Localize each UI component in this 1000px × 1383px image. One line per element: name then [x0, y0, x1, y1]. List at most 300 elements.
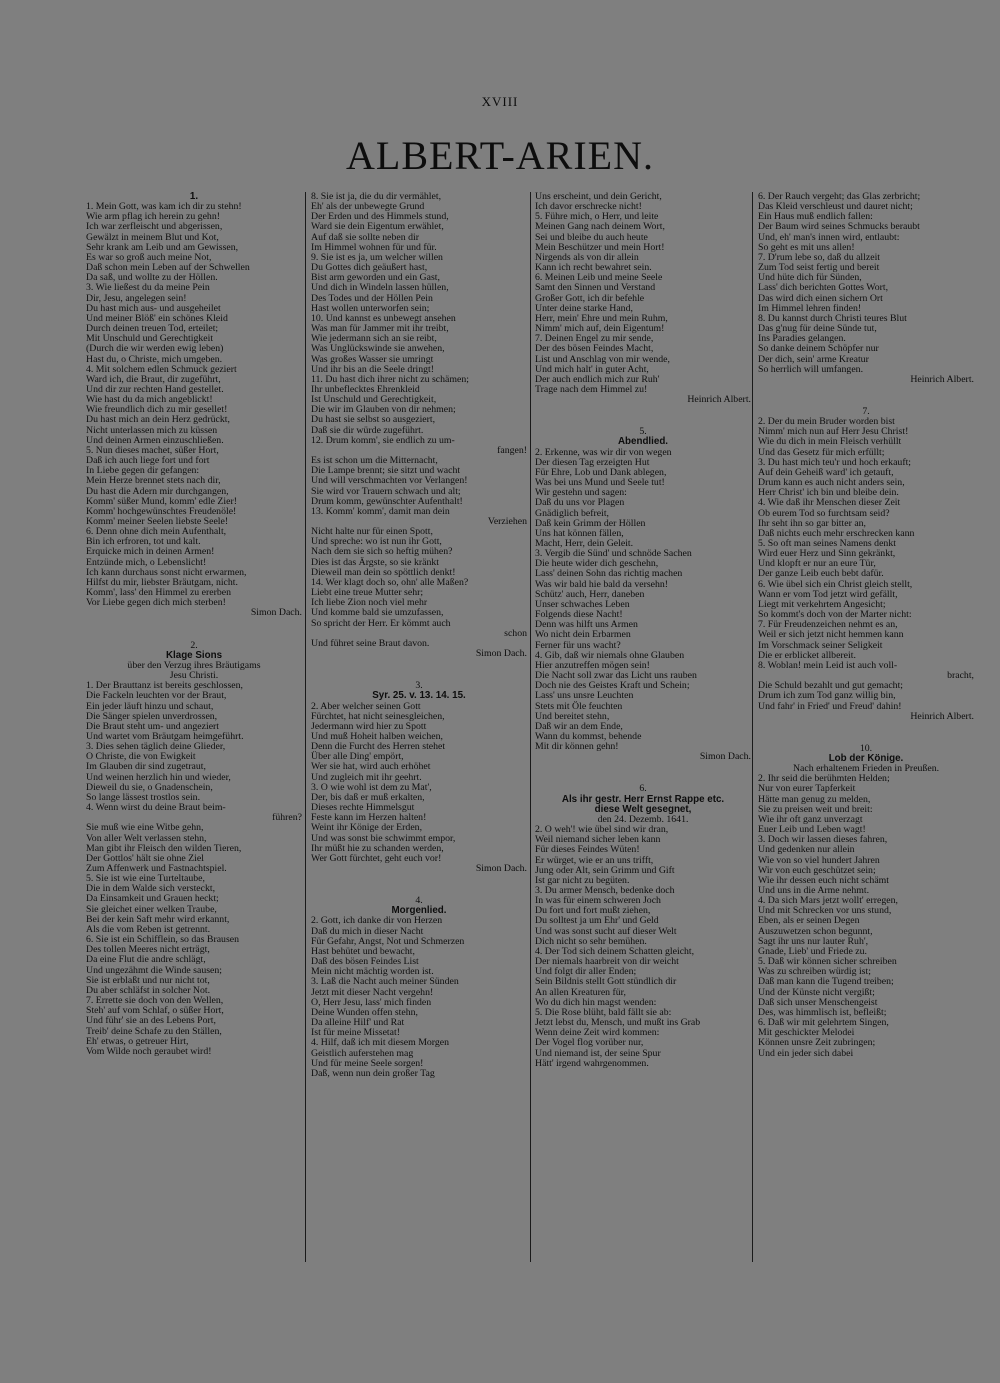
text-line: Heinrich Albert. [910, 373, 974, 385]
text-line: 2. Der du mein Bruder worden bist [758, 416, 895, 428]
text-line: 4. Mit solchem edlen Schmuck geziert [86, 363, 237, 375]
text-line: Das wird dich einen sichern Ort [758, 292, 883, 304]
text-line: führen? [272, 812, 302, 824]
text-line: Nur von eurer Tapferkeit [758, 783, 856, 795]
text-line: So danke deinem Schöpfer nur [758, 343, 879, 355]
text-line: Auf dein Geheiß ward' ich getauft, [758, 466, 894, 478]
text-line: Euer Leib und Leben wagt! [758, 824, 866, 836]
text-line: Daß sie dir würde zugeführt. [311, 424, 424, 436]
text-line: Komm' süßer Mund, komm' edle Zier! [86, 495, 238, 507]
text-line: Zum Affenwerk und Fastnachtspiel. [86, 863, 227, 874]
text-line: Doch nie des Geistes Kraft und Schein; [535, 680, 690, 692]
text-line: Weint ihr Könige der Erden, [311, 822, 423, 834]
text-line: Folgends diese Nacht! [535, 609, 623, 621]
text-line: Du fort und fort mußt ziehen, [535, 905, 651, 917]
text-line: Klage Sions [165, 649, 223, 661]
text-line: Wie du dich in mein Fleisch verhüllt [758, 436, 902, 448]
text-line: 4. Wie daß ihr Menschen dieser Zeit [758, 497, 901, 509]
text-line: diese Welt gesegnet, [594, 803, 692, 815]
text-line: So kommt's doch von der Marter nicht: [758, 609, 912, 621]
text-line: Können unsre Zeit zubringen; [758, 1037, 876, 1049]
text-line: Ferner für uns wacht? [535, 639, 621, 651]
text-line: Ward ich, die Braut, dir zugeführt, [86, 373, 221, 385]
text-line: Hätt' irgend wahrgenommen. [535, 1057, 649, 1069]
text-line: Es ist schon um die Mitternacht, [311, 455, 438, 467]
text-line: Die heute wider dich geschehn, [535, 558, 659, 570]
text-line: Der dich, sein' arme Kreatur [758, 353, 869, 365]
section-gap [535, 405, 751, 427]
text-line: Und folgt dir aller Enden; [535, 966, 637, 978]
text-line: 5. [639, 426, 647, 438]
text-line: Sie zu preisen weit und breit: [758, 803, 873, 815]
text-line: So lange lässest trostlos sein. [86, 791, 201, 803]
text-line: Und niemand ist, der seine Spur [535, 1047, 661, 1059]
text-line: 2. [190, 639, 198, 651]
text-line: 7. Deinen Engel zu mir sende, [535, 333, 654, 345]
text-line: Bin ich erfroren, tot und kalt. [86, 536, 201, 548]
text-line: Herr, mein' Ehre und mein Ruhm, [535, 312, 668, 324]
text-line: Denn was hilft uns Armen [535, 619, 638, 631]
text-line: Sie gleichet einer welken Traube, [86, 903, 217, 915]
text-line: Bist arm geworden und ein Gast, [311, 272, 440, 284]
section-gap [758, 385, 974, 407]
text-line: Großer Gott, ich dir befehle [535, 292, 645, 304]
text-line: 3. Laß die Nacht auch meiner Sünden [311, 976, 459, 988]
text-line: Komm' meiner Seelen liebste Seele! [86, 516, 229, 527]
text-line: 7. Für Freudenzeichen nehmt es an, [758, 619, 898, 631]
text-line: Dieweil man dein so spöttlich denkt! [311, 566, 456, 578]
text-line: Und mich halt' in guter Acht, [535, 363, 649, 375]
text-line: (Durch die wir werden ewig leben) [86, 343, 224, 355]
text-line: Unser schwaches Leben [535, 598, 630, 610]
text-line: Im Glauben dir sind zugetraut, [86, 761, 206, 773]
text-line: 7. D'rum lebe so, daß du allzeit [758, 251, 881, 263]
text-line: Wie hast du da mich angeblickt! [86, 394, 213, 406]
text-line: Wann er vom Tod jetzt wird gefällt, [758, 588, 898, 600]
text-line: Und bereitet stehn, [535, 710, 610, 722]
text-line: Daß des bösen Feindes List [311, 956, 419, 968]
text-line: Sie muß wie eine Witbe gehn, [86, 822, 204, 834]
text-line: Uns hat können fällen, [535, 527, 624, 539]
text-line: Daß kein Grimm der Höllen [535, 517, 646, 529]
text-line: Daß schon mein Leben auf der Schwellen [86, 262, 250, 274]
text-line: Die Braut steht um- und angeziert [86, 720, 220, 732]
text-line: Mein Beschützer und mein Hort! [535, 241, 665, 253]
text-line: Gewälzt in meinem Blut und Kot, [86, 231, 219, 243]
text-line: Ins Paradies gelangen. [758, 333, 846, 345]
text-line: Da Einsamkeit und Grauen heckt; [86, 893, 219, 905]
text-line: 4. Wenn wirst du deine Braut beim- [86, 802, 226, 814]
text-line: 6. Daß wir mit gelehrtem Singen, [758, 1017, 889, 1029]
text-line: Was zu schreiben würdig ist; [758, 966, 871, 978]
text-line: Ich davor erschrecke nicht! [535, 201, 642, 213]
text-line: Ihr seht ihn so gar bitter an, [758, 517, 867, 529]
text-line: 2. Erkenne, was wir dir von wegen [535, 446, 672, 458]
text-line: Komm' hochgewünschtes Freudenöle! [86, 505, 237, 517]
text-line: 13. Komm' komm', damit man dein [311, 505, 450, 517]
text-line: 11. Du hast dich ihrer nicht zu schämen; [311, 373, 469, 385]
column-divider [530, 192, 531, 1262]
text-line: Des tollen Meeres nicht erträgt, [86, 944, 210, 956]
text-line: Eh' etwas, o getreuer Hirt, [86, 1035, 189, 1047]
text-line: Jetzt lebst du, Mensch, und mußt ins Grab [535, 1017, 701, 1029]
text-line: 4. Hilf, daß ich mit diesem Morgen [311, 1037, 450, 1049]
text-line: 3. Doch wir lassen dieses fahren, [758, 834, 888, 846]
text-line: Hilfst du mir, liebster Bräutgam, nicht. [86, 576, 238, 588]
text-line: Ihr müßt hie zu schanden werden, [311, 842, 444, 854]
text-line: Ein Haus muß endlich fallen: [758, 211, 873, 223]
text-line: List und Anschlag von mir wende, [535, 353, 670, 365]
text-line: 6. Sie ist ein Schifflein, so das Brausen [86, 934, 240, 946]
text-line: Für Gefahr, Angst, Not und Schmerzen [311, 935, 465, 947]
text-line: O Christe, die von Ewigkeit [86, 751, 196, 763]
text-line: Denn die Furcht des Herren stehet [311, 741, 446, 753]
section-gap [311, 874, 527, 896]
text-line: Der diesen Tag erzeigten Hut [535, 456, 650, 468]
text-line: 10. [859, 742, 873, 754]
text-line: Morgenlied. [391, 905, 447, 917]
text-line: Was Unglückswinde sie anwehen, [311, 343, 445, 355]
text-line: Daß sich unser Menschengeist [758, 996, 878, 1008]
text-line: den 24. Dezemb. 1641. [597, 813, 689, 825]
text-line: 8. Sie ist ja, die du dir vermählet, [311, 192, 442, 202]
text-line: Des Todes und der Höllen Pein [311, 292, 433, 304]
text-line: 14. Wer klagt doch so, ohn' alle Maßen? [311, 576, 469, 588]
text-line: Mit Unschuld und Gerechtigkeit [86, 333, 214, 345]
text-line: So spricht der Herr. Er kömmt auch [311, 617, 451, 629]
text-line: 5. Die Rose blüht, bald fällt sie ab: [535, 1006, 672, 1018]
text-line: Und führet seine Braut davon. [311, 637, 430, 649]
text-line: 5. Daß wir können sicher schreiben [758, 956, 897, 968]
text-line: Und was sonst sucht auf dieser Welt [535, 925, 677, 937]
text-line: Jedermann wird hier zu Spott [311, 720, 427, 732]
text-line: Und will verschmachten vor Verlangen! [311, 475, 468, 487]
text-line: Dieweil du sie, o Gnadenschein, [86, 781, 213, 793]
text-line: Da eine Flut die andre schlägt, [86, 954, 206, 966]
text-line: Stets mit Öle feuchten [535, 700, 623, 712]
text-line: So herrlich will umfangen. [758, 363, 864, 375]
text-line: Die er erblicket allbereit. [758, 649, 856, 661]
text-line: Was man für Jammer mit ihr treibt, [311, 323, 449, 335]
text-line: Was wir bald hie bald da versehn! [535, 578, 669, 590]
text-line: Der Gottlos' hält sie ohne Ziel [86, 852, 204, 864]
text-line: Simon Dach. [475, 648, 527, 660]
text-line: Lass' deinen Sohn das richtig machen [535, 568, 683, 580]
text-line: Simon Dach. [699, 751, 751, 763]
text-line: Uns erscheint, und dein Gericht, [535, 192, 662, 202]
text-line: Fürchtet, hat nicht seinesgleichen, [311, 710, 445, 722]
text-line: Jung oder Alt, sein Grimm und Gift [535, 864, 675, 876]
text-line: Die Fackeln leuchten vor der Braut, [86, 690, 227, 702]
text-line: Und spreche: wo ist nun ihr Gott, [311, 536, 442, 548]
text-line: Als ihr gestr. Herr Ernst Rappe etc. [561, 793, 725, 805]
text-line: Hast wollen unterworfen sein; [311, 302, 430, 314]
text-line: Der Baum wird seines Schmucks beraubt [758, 221, 920, 233]
text-line: Wer sie hat, wird auch erhöhet [311, 761, 431, 773]
text-line: Du hast mich aus- und ausgeheilet [86, 302, 221, 314]
text-line: Dich nicht so sehr bemühen. [535, 935, 647, 947]
text-line: Macht, Herr, dein Geleit. [535, 538, 634, 549]
text-line: Vor Liebe gegen dich mich sterben! [86, 597, 226, 609]
text-line: Was großes Wasser sie umringt [311, 353, 434, 365]
text-line: Und dich in Windeln lassen hüllen, [311, 282, 449, 294]
text-line: Du Gottes dich geäußert hast, [311, 262, 428, 274]
text-line: 6. Denn ohne dich mein Aufenthalt, [86, 526, 227, 538]
text-line: Du hast sie selbst so ausgeziert, [311, 414, 436, 426]
text-line: 4. Da sich Mars jetzt wollt' erregen, [758, 895, 898, 907]
column-divider [305, 192, 306, 1262]
text-line: Sei und bleibe du auch heute [535, 231, 648, 243]
text-line: fangen! [497, 444, 527, 456]
text-line: Der, bis daß er muß erkalten, [311, 791, 425, 803]
text-line: Liegt mit verkehrtem Angesicht; [758, 598, 886, 610]
text-line: Bei der kein Saft mehr wird erkannt, [86, 913, 230, 925]
text-line: Mein Herze brennet stets nach dir, [86, 475, 221, 487]
text-line: In Liebe gegen dir gefangen: [86, 465, 200, 477]
text-line: 5. Sie ist wie eine Turteltaube, [86, 873, 205, 885]
text-line: Und fahr' in Fried' und Freud' dahin! [758, 700, 902, 712]
page-title: ALBERT-ARIEN. [346, 133, 654, 178]
text-line: Liebt eine treue Mutter sehr; [311, 587, 424, 599]
text-line: Und das Gesetz für mich erfüllt; [758, 446, 885, 458]
text-line: 1. [189, 192, 199, 202]
text-line: Wo nicht dein Erbarmen [535, 629, 631, 641]
text-line: Von aller Welt verlassen stehn, [86, 832, 207, 844]
text-line: Und komme bald sie umzufassen, [311, 607, 444, 619]
text-line: Und hüte dich für Sünden, [758, 272, 862, 284]
section-gap [311, 659, 527, 681]
text-line: Daß du uns vor Plagen [535, 497, 625, 509]
text-line: Wir von euch geschützet sein; [758, 864, 876, 876]
text-line: Und was sonst bie schwimmt empor, [311, 832, 456, 844]
text-line: Und weinen herzlich hin und wieder, [86, 771, 231, 783]
text-line: Sein Bildnis stellt Gott stündlich dir [535, 976, 677, 988]
text-line: Simon Dach. [475, 863, 527, 874]
text-line: 8. Woblan! mein Leid ist auch voll- [758, 659, 898, 671]
text-line: Erquicke mich in deinen Armen! [86, 546, 215, 558]
text-line: Daß nichts euch mehr erschrecken kann [758, 527, 915, 539]
text-line: Daß, wenn nun dein großer Tag [311, 1067, 435, 1079]
text-line: Eh' als der unbewegte Grund [311, 201, 425, 213]
text-line: Und führ' sie an des Lebens Port, [86, 1015, 216, 1027]
text-line: Die Schuld bezahlt und gut gemacht; [758, 680, 904, 692]
text-line: Für Ehre, Lob und Dank ablegen, [535, 466, 667, 478]
text-line: Wo du dich hin magst wenden: [535, 996, 657, 1008]
text-line: 3. Vergib die Sünd' und schnöde Sachen [535, 548, 692, 560]
text-line: Komm', lass' den Himmel zu ererben [86, 587, 232, 599]
text-line: 1. Der Brauttanz ist bereits geschlossen, [86, 680, 243, 692]
text-line: So geht es mit uns allen! [758, 241, 855, 253]
text-line: Ich liebe Zion noch viel mehr [311, 597, 428, 609]
text-line: Was bei uns Mund und Seele tut! [535, 477, 665, 489]
text-line: Und klopft er nur an eure Tür, [758, 558, 876, 570]
text-line: 10. Und kannst es unbewegt ansehen [311, 312, 456, 324]
text-line: 7. [862, 405, 870, 417]
text-line: Lass' uns unsre Leuchten [535, 690, 634, 702]
text-line: Lob der Könige. [828, 752, 904, 764]
text-line: Daß ich auch liege fort und fort [86, 455, 210, 467]
text-line: Du hast mich an dein Herz gedrückt, [86, 414, 230, 426]
text-line: 3. Du armer Mensch, bedenke doch [535, 885, 675, 896]
text-line: Und mit Schrecken vor uns stund, [758, 905, 892, 917]
text-line: Hätte man genug zu melden, [758, 793, 871, 805]
text-line: Das Kleid verschleust und dauret nicht; [758, 201, 913, 213]
text-line: Und, eh' man's innen wird, entlaubt: [758, 231, 900, 243]
text-line: Die Sänger spielen unverdrossen, [86, 710, 218, 722]
section-gap [758, 722, 974, 744]
text-line: Wie jedermann sich an sie reibt, [311, 333, 437, 345]
text-line: Nach erhaltenem Frieden in Preußen. [792, 763, 940, 775]
text-line: Du hast die Adern mir durchgangen, [86, 485, 229, 497]
text-line: Nirgends als von dir allein [535, 251, 639, 263]
text-line: 2. Ihr seid die berühmten Helden; [758, 773, 890, 785]
text-line: Und zugleich mit ihr geehrt. [311, 771, 422, 783]
text-line: Ist gar nicht zu begüten. [535, 874, 630, 886]
text-line: Und ein jeder sich dabei [758, 1047, 854, 1059]
text-line: Der des bösen Feindes Macht, [535, 343, 654, 355]
text-line: Ihr unbeflecktes Ehrenkleid [311, 383, 420, 395]
text-line: Unter deine starke Hand, [535, 302, 633, 314]
text-line: Und uns in die Arme nehmt. [758, 885, 870, 896]
text-line: Wie arm pflag ich herein zu gehn! [86, 211, 220, 223]
text-line: Und deinen Armen einzuschließen. [86, 434, 224, 446]
text-line: 2. Aber welcher seinen Gott [311, 700, 421, 712]
text-line: Abendlied. [617, 436, 669, 448]
text-line: Im Himmel wohnen für und für. [311, 241, 437, 253]
text-line: Drum kann es auch nicht anders sein, [758, 477, 905, 489]
text-line: Das g'nug für deine Sünde tut, [758, 323, 877, 335]
text-line: Für dieses Feindes Wüten! [535, 844, 640, 856]
text-line: Syr. 25. v. 13. 14. 15. [372, 690, 466, 702]
text-line: Die in dem Walde sich versteckt, [86, 883, 216, 895]
text-line: Wie von so viel hundert Jahren [758, 854, 880, 866]
text-line: Mit geschickter Melodei [758, 1027, 855, 1039]
text-line: Drum ich zum Tod ganz willig bin, [758, 690, 896, 702]
text-line: Heinrich Albert. [687, 394, 751, 406]
text-line: Vom Wilde noch geraubet wird! [86, 1045, 212, 1057]
text-line: An allen Kreaturen für, [535, 986, 627, 998]
text-line: Du aber schläfst in solcher Not. [86, 984, 211, 996]
text-line: Da saß, und wollte zu der Höllen. [86, 272, 218, 284]
text-line: Und gedenken nur allein [758, 844, 855, 856]
text-line: Der niemals haarbreit von dir weicht [535, 956, 679, 968]
text-line: Da alleine Hilf' und Rat [311, 1017, 405, 1029]
text-line: Sie ist erblaßt und nur nicht tot, [86, 974, 210, 986]
section-gap [535, 762, 751, 784]
text-line: 12. Drum komm', sie endlich zu um- [311, 434, 455, 446]
text-line: Der Vogel flog vorüber nur, [535, 1037, 644, 1049]
text-line: Mit dir können gehn! [535, 741, 619, 753]
text-line: Hier anzutreffen mögen sein! [535, 659, 650, 671]
text-line: Drum komm, gewünschter Aufenthalt! [311, 495, 463, 507]
text-line: Ich war zerfleischt und abgerissen, [86, 221, 223, 233]
text-line: Dies ist das Ärgste, so sie kränkt [311, 556, 439, 568]
text-line: Herr Christ' ich bin und bleibe dein. [758, 487, 899, 499]
text-line: 5. Führe mich, o Herr, und leite [535, 211, 659, 223]
text-line: Man gibt ihr Fleisch den wilden Tieren, [86, 842, 242, 854]
text-line: Hast behütet und bewacht, [311, 945, 415, 957]
text-line: Als die vom Reben ist getrennt. [86, 923, 211, 935]
text-line: Des, was himmlisch ist, befleißt; [758, 1006, 887, 1018]
text-line: Nimm' mich auf, dein Eigentum! [535, 323, 665, 335]
text-line: Simon Dach. [250, 607, 302, 619]
text-line: Und der Künste nicht vergißt; [758, 986, 875, 998]
text-line: über den Verzug ihres Bräutigams [127, 659, 261, 671]
text-line: Wie ihr dessen euch nicht schämt [758, 874, 890, 886]
text-line: Daß man kann die Tugend treiben; [758, 976, 894, 988]
text-line: 2. O weh'! wie übel sind wir dran, [535, 824, 669, 836]
text-line: Dieses rechte Himmelsgut [311, 802, 415, 814]
text-line: Und ihr bis an die Seele dringt! [311, 363, 434, 375]
text-line: 4. Gib, daß wir niemals ohne Glauben [535, 649, 685, 661]
text-line: Ward sie dein Eigentum erwählet, [311, 221, 444, 233]
text-line: Schütz' auch, Herr, daneben [535, 588, 645, 600]
text-line: 3. Du hast mich teu'r und hoch erkauft; [758, 456, 912, 468]
text-line: Wird euer Herz und Sinn gekränkt, [758, 548, 896, 560]
text-line: Durch deinen treuen Tod, erteilet; [86, 323, 219, 335]
text-line: 3. Wie ließest du da meine Pein [86, 282, 210, 294]
text-line: Ist Unschuld und Gerechtigkeit, [311, 394, 437, 406]
text-line: Ich kann durchaus sonst nicht erwarmen, [86, 566, 247, 578]
text-line: Die Nacht soll zwar das Licht uns rauben [535, 670, 697, 682]
text-line: 5. Nun dieses machet, süßer Hort, [86, 444, 219, 456]
text-line: Trage nach dem Himmel zu! [535, 383, 648, 395]
text-line: Sagt ihr uns nur lauter Ruh', [758, 935, 869, 947]
text-line: Daß du mich in dieser Nacht [311, 925, 424, 937]
text-line: Im Vorschmack seiner Seligkeit [758, 639, 883, 651]
text-line: Auszuwetzen schon begunnt, [758, 925, 873, 937]
text-line: 6. [639, 783, 647, 795]
text-line: Deine Wunden offen stehn, [311, 1006, 418, 1018]
text-line: Nimm' mich nun auf Herr Jesu Christ! [758, 426, 909, 438]
text-line: In was für einem schweren Joch [535, 895, 661, 907]
text-line: 9. Sie ist es ja, um welcher willen [311, 251, 443, 263]
text-column-2 [311, 192, 527, 1362]
text-line: Lass' dich berichten Gottes Wort, [758, 282, 889, 294]
text-line: Steh' auf vom Schlaf, o süßer Hort, [86, 1005, 224, 1017]
text-line: 3. [415, 680, 423, 692]
text-line: 6. Der Rauch vergeht; das Glas zerbricht; [758, 192, 921, 202]
text-line: 3. Dies sehen täglich deine Glieder, [86, 741, 226, 753]
text-column-4 [758, 192, 974, 1362]
text-line: Ob eurem Tod so furchtsam seid? [758, 507, 890, 519]
text-line: 2. Gott, ich danke dir von Herzen [311, 915, 443, 927]
text-column-1 [86, 192, 302, 1362]
text-line: Nicht unterlassen mich zu küssen [86, 424, 218, 436]
text-line: Und muß Hoheit halben weichen, [311, 730, 443, 742]
text-line: Kann ich recht bewahret sein. [535, 262, 652, 274]
text-line: Treib' deine Schafe zu den Ställen, [86, 1025, 222, 1037]
text-line: Ein jeder läuft hinzu und schaut, [86, 700, 214, 712]
text-line: Gnade, Lieb' und Friede zu. [758, 945, 867, 957]
text-line: Samt den Sinnen und Verstand [535, 282, 656, 294]
text-line: Der auch endlich mich zur Ruh' [535, 373, 660, 385]
text-line: Über alle Ding' empört, [311, 751, 404, 763]
text-line: Zum Tod seist fertig und bereit [758, 262, 880, 274]
text-line: Und für meine Seele sorgen! [311, 1057, 424, 1069]
text-line: Die Lampe brennt; sie sitzt und wacht [311, 465, 461, 477]
text-line: schon [504, 627, 527, 639]
column-divider [752, 192, 753, 1262]
text-line: Jetzt mit dieser Nacht vergehn! [311, 986, 434, 998]
text-line: Hast du, o Christe, mich umgeben. [86, 353, 223, 365]
text-line: Jesu Christi. [169, 670, 219, 682]
text-line: Nach dem sie sich so heftig mühen? [311, 546, 453, 558]
text-line: Nicht halte nur für einen Spott, [311, 526, 433, 538]
text-line: Mein nicht mächtig worden ist. [311, 966, 434, 978]
text-line: 8. Du kannst durch Christi teures Blut [758, 312, 907, 324]
text-line: Weil niemand sicher leben kann [535, 834, 661, 846]
